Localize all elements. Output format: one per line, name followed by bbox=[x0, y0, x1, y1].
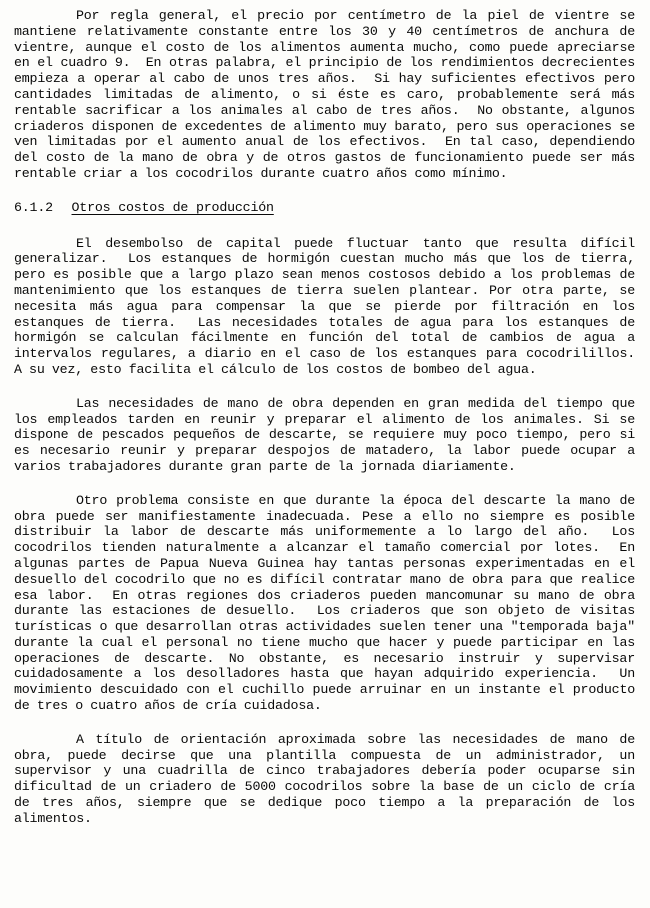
section-number: 6.1.2 bbox=[14, 199, 53, 215]
section-title: Otros costos de producción bbox=[71, 199, 274, 215]
capital-costs-paragraph: El desembolso de capital puede fluctuar tanto que resulta difícil generalizar. Los estanques de hormigón cuestan mucho más que los de tierra, pero es posible que a largo plazo sean menos costosos debido a los problemas de mantenimiento que los estanques de tierra suelen plantear. Por otra parte, se necesita más agua para compensar la que se pierde por filtración en los estanques de tierra. Las necesidades totales de agua para los estanques de hormigón se calculan fácilmente en función del total de cambios de agua a intervalos regulares, a diario en el caso de los estanques para cocodrilillos. A su vez, esto facilita el cálculo de los costos de bombeo del agua. bbox=[14, 235, 650, 377]
section-heading bbox=[14, 200, 635, 216]
labour-needs-paragraph: Las necesidades de mano de obra dependen en gran medida del tiempo que los empleados tarden en reunir y preparar el alimento de los animales. Si se dispone de pescados pequeños de descarte, se requiere muy poco tiempo, pero si es necesario reunir y preparar despojos de matadero, la labor puede ocupar a varios trabajadores durante gran parte de la jornada diariamente. bbox=[14, 395, 643, 474]
intro-paragraph: Por regla general, el precio por centímetro de la piel de vientre se mantiene relativamente constante entre los 30 y 40 centímetros de anchura de vientre, aunque el costo de los alimentos aumenta mucho, como puede apreciarse en el cuadro 9. En otras palabra, el principio de los rendimientos decrecientes empieza a operar al cabo de unos tres años. Si hay suficientes efectivos pero cantidades limitadas de alimento, o si éste es caro, probablemente será más rentable sacrificar a los animales al cabo de tres años. No obstante, algunos criaderos disponen de excedentes de alimento muy barato, pero sus operaciones se ven limitadas por el aumento anual de los efectivos. En tal caso, dependiendo del costo de la mano de obra y de otros gastos de funcionamiento puede ser más rentable criar a los cocodrilos durante cuatro años como mínimo. bbox=[14, 8, 643, 181]
harvest-labour-paragraph: Otro problema consiste en que durante la época del descarte la mano de obra puede ser manifiestamente inadecuada. Pese a ello no siempre es posible distribuir la labor de descarte más uniformemente a lo largo del año. Los cocodrilos tienden naturalmente a alcanzar el tamaño comercial por lotes. En algunas partes de Papua Nueva Guinea hay tantas personas experimentadas en el desuello del cocodrilo que no es difícil contratar mano de obra para que realice esa labor. En otras regiones dos criaderos pueden mancomunar su mano de obra durante las estaciones de desuello. Los criaderos que son objeto de visitas turísticas o que desarrollan otras actividades suelen tener una "temporada baja" durante la cual el personal no tiene mucho que hacer y puede participar en las operaciones de descarte. No obstante, es necesario instruir y supervisar cuidadosamente a los desolladores hasta que hayan adquirido experiencia. Un movimiento descuidado con el cuchillo puede arruinar en un instante el producto de tres o cuatro años de cría cuidadosa. bbox=[14, 492, 643, 714]
staffing-guidance-paragraph: A título de orientación aproximada sobre las necesidades de mano de obra, puede decirse que una plantilla compuesta de un administrador, un supervisor y una cuadrilla de cinco trabajadores debería poder ocuparse sin dificultad de un criadero de 5000 cocodrilos sobre la base de un ciclo de cría de tres años, siempre que se dedique poco tiempo a la preparación de los alimentos. bbox=[14, 731, 643, 826]
